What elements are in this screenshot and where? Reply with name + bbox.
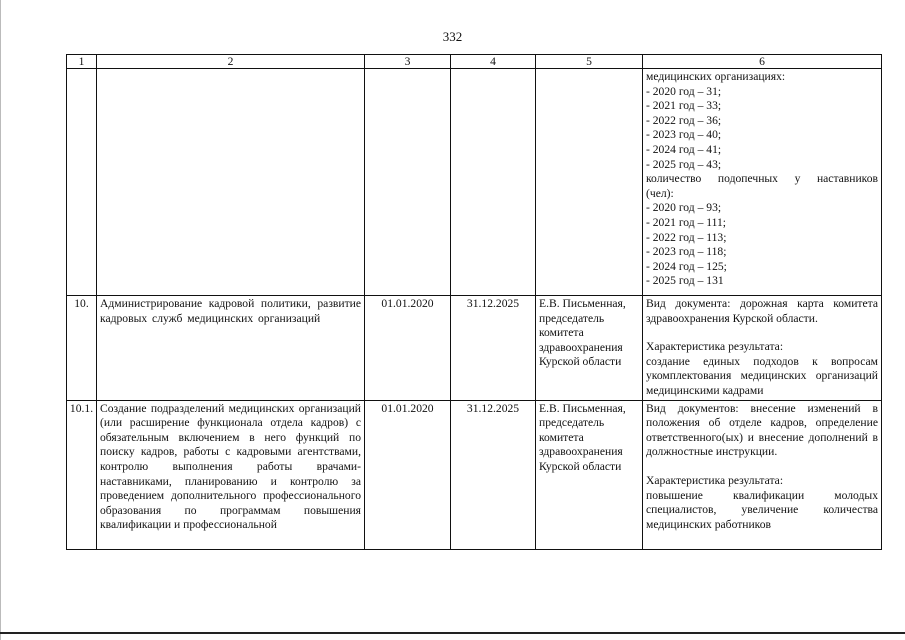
table-row — [67, 296, 882, 401]
indicator-line: - 2021 год – 33; — [646, 99, 722, 113]
result-text: создание единых подходов к вопросам укомплектования медицинских организаций медицинскими кадрами — [646, 354, 878, 397]
start-date: 01.01.2020 — [365, 400, 451, 549]
header-cell: 2 — [97, 55, 365, 69]
result-cell — [643, 296, 882, 401]
table-row — [67, 400, 882, 549]
indicator-line: количество подопечных у наставников (чел): — [646, 172, 878, 200]
scan-edge — [0, 0, 1, 640]
indicator-line: - 2024 год – 125; — [646, 259, 727, 273]
cell-empty — [451, 69, 536, 296]
cell-empty — [97, 69, 365, 296]
measure-name: Администрирование кадровой политики, развитие кадровых служб медицинских организаций — [97, 296, 365, 401]
document-type: Вид документов: внесение изменений в положения об отделе кадров, определение ответственного(ых) и внесение дополнений в должностные инструкции. — [646, 401, 878, 459]
row-number: 10. — [67, 296, 97, 401]
cell-indicators — [643, 69, 882, 296]
indicator-line: - 2025 год – 43; — [646, 157, 722, 171]
indicator-line: - 2024 год – 41; — [646, 142, 722, 156]
row-number: 10.1. — [67, 400, 97, 549]
spacer — [646, 326, 878, 340]
responsible-person: Е.В. Письменная, председатель комитета здравоохранения Курской области — [536, 400, 643, 549]
start-date: 01.01.2020 — [365, 296, 451, 401]
document-type: Вид документа: дорожная карта комитета здравоохранения Курской области. — [646, 297, 878, 325]
plan-table — [66, 54, 882, 550]
indicator-line: - 2022 год – 113; — [646, 230, 727, 244]
result-title: Характеристика результата: — [646, 340, 784, 354]
header-cell: 6 — [643, 55, 882, 69]
header-cell: 1 — [67, 55, 97, 69]
cell-empty — [67, 69, 97, 296]
cell-empty — [536, 69, 643, 296]
header-cell: 5 — [536, 55, 643, 69]
indicator-line: - 2021 год – 111; — [646, 215, 727, 229]
indicator-line: - 2022 год – 36; — [646, 113, 722, 127]
indicator-line: - 2023 год – 40; — [646, 128, 722, 142]
page-number: 332 — [442, 29, 463, 44]
indicator-line: - 2020 год – 93; — [646, 201, 722, 215]
cell-empty — [365, 69, 451, 296]
measure-name: Создание подразделений медицинских организаций (или расширение функционала отдела кадров) с обязательным включением в него функций по поиску кадров, работы с кадровыми агентствами, контролю выполнения работы врачами-наставниками, планированию и контролю за проведением дополнительного профессионального образования по программам повышения квалификации и профессиональной — [97, 400, 365, 549]
result-text: повышение квалификации молодых специалистов, увеличение количества медицинских работников — [646, 488, 878, 531]
spacer — [646, 460, 878, 474]
header-cell: 3 — [365, 55, 451, 69]
header-cell: 4 — [451, 55, 536, 69]
table-row-continuation — [67, 69, 882, 296]
scan-bottom-edge — [0, 632, 905, 634]
indicator-line: - 2023 год – 118; — [646, 245, 727, 259]
end-date: 31.12.2025 — [451, 296, 536, 401]
responsible-person: Е.В. Письменная, председатель комитета здравоохранения Курской области — [536, 296, 643, 401]
indicator-line: - 2025 год – 131 — [646, 274, 724, 288]
indicator-line: медицинских организациях: — [646, 70, 786, 83]
result-cell — [643, 400, 882, 549]
header-row — [67, 55, 882, 69]
end-date: 31.12.2025 — [451, 400, 536, 549]
indicator-line: - 2020 год – 31; — [646, 84, 722, 98]
result-title: Характеристика результата: — [646, 473, 784, 487]
